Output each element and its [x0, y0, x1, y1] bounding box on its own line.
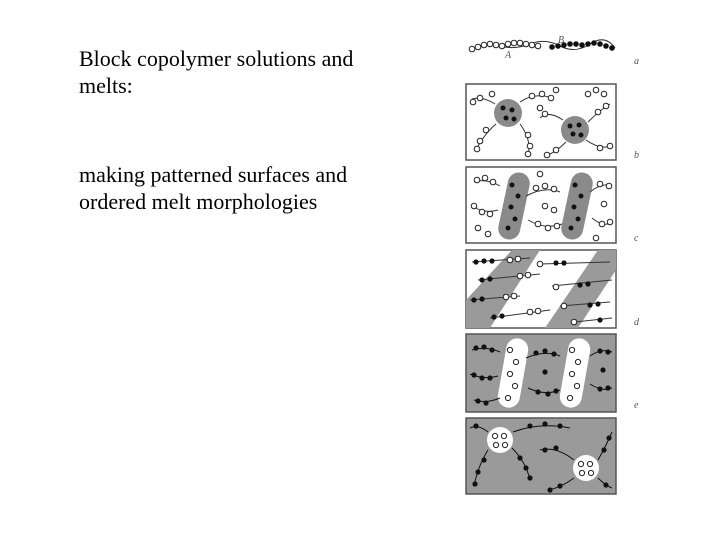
block-label-a: A — [505, 50, 512, 61]
block-label-b: B — [558, 35, 565, 46]
panel-label-e: e — [634, 400, 639, 411]
panel-label-b: b — [634, 150, 639, 161]
panel-a-chain — [469, 35, 615, 61]
panel-labels — [634, 56, 640, 411]
panel-label-d: d — [634, 317, 639, 328]
panel-b-micelles — [466, 84, 616, 160]
panel-e2-melt-spheres — [466, 418, 616, 494]
slide-title: Block copolymer solutions and melts: — [79, 46, 354, 98]
copolymer-morphology-figure — [430, 28, 680, 498]
panel-c-cylinders — [466, 167, 616, 243]
panel-e-melt-cylinders — [466, 334, 616, 412]
panel-d-lamellae — [466, 250, 616, 328]
slide-subtitle: making patterned surfaces and ordered melt morphologies — [79, 162, 348, 214]
panel-label-c: c — [634, 233, 639, 244]
panel-label-a: a — [634, 56, 639, 67]
